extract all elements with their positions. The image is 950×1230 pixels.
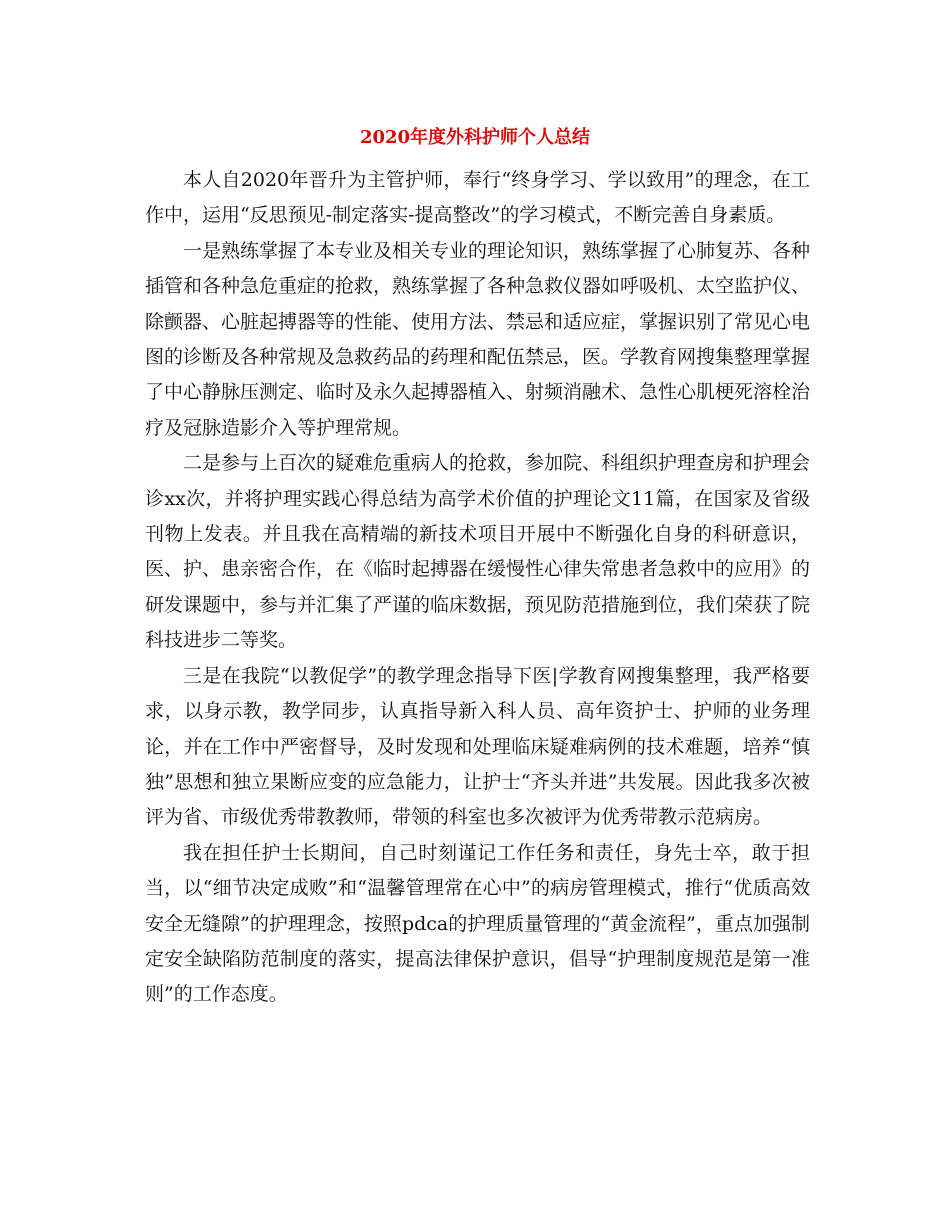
paragraph-intro: 本人自2020年晋升为主管护师，奉行“终身学习、学以致用”的理念，在工作中，运用“反思预见-制定落实-提高整改”的学习模式，不断完善自身素质。 xyxy=(145,169,810,227)
paragraph-head-nurse: 我在担任护士长期间，自己时刻谨记工作任务和责任，身先士卒，敢于担当，以“细节决定成败”和“温馨管理常在心中”的病房管理模式，推行“优质高效安全无缝隙”的护理理念，按照pdca的护理质量管理的“黄金流程”，重点加强制定安全缺陷防范制度的落实，提高法律保护意识，倡导“护理制度规范是第一准则”的工作态度。 xyxy=(145,841,810,1006)
document-body xyxy=(145,163,810,1013)
paragraph-third-point: 三是在我院“以教促学”的教学理念指导下医|学教育网搜集整理，我严格要求，以身示教，教学同步，认真指导新入科人员、高年资护士、护师的业务理论，并在工作中严密督导，及时发现和处理临床疑难病例的技术难题，培养“慎独”思想和独立果断应变的应急能力，让护士“齐头并进”共发展。因此我多次被评为省、市级优秀带教教师，带领的科室也多次被评为优秀带教示范病房。 xyxy=(145,664,810,829)
paragraph-first-point: 一是熟练掌握了本专业及相关专业的理论知识，熟练掌握了心肺复苏、各种插管和各种急危重症的抢救，熟练掌握了各种急救仪器如呼吸机、太空监护仪、除颤器、心脏起搏器等的性能、使用方法、禁忌和适应症，掌握识别了常见心电图的诊断及各种常规及急救药品的药理和配伍禁忌，医。学教育网搜集整理掌握了中心静脉压测定、临时及永久起搏器植入、射频消融术、急性心肌梗死溶栓治疗及冠脉造影介入等护理常规。 xyxy=(145,239,811,439)
document-title: 2020年度外科护师个人总结 xyxy=(359,127,591,148)
paragraph-second-point: 二是参与上百次的疑难危重病人的抢救，参加院、科组织护理查房和护理会诊xx次，并将护理实践心得总结为高学术价值的护理论文11篇，在国家及省级刊物上发表。并且我在高精端的新技术项目开展中不断强化自身的科研意识，医、护、患亲密合作，在《临时起搏器在缓慢性心律失常患者急救中的应用》的研发课题中，参与并汇集了严谨的临床数据，预见防范措施到位，我们荣获了院科技进步二等奖。 xyxy=(145,452,811,652)
